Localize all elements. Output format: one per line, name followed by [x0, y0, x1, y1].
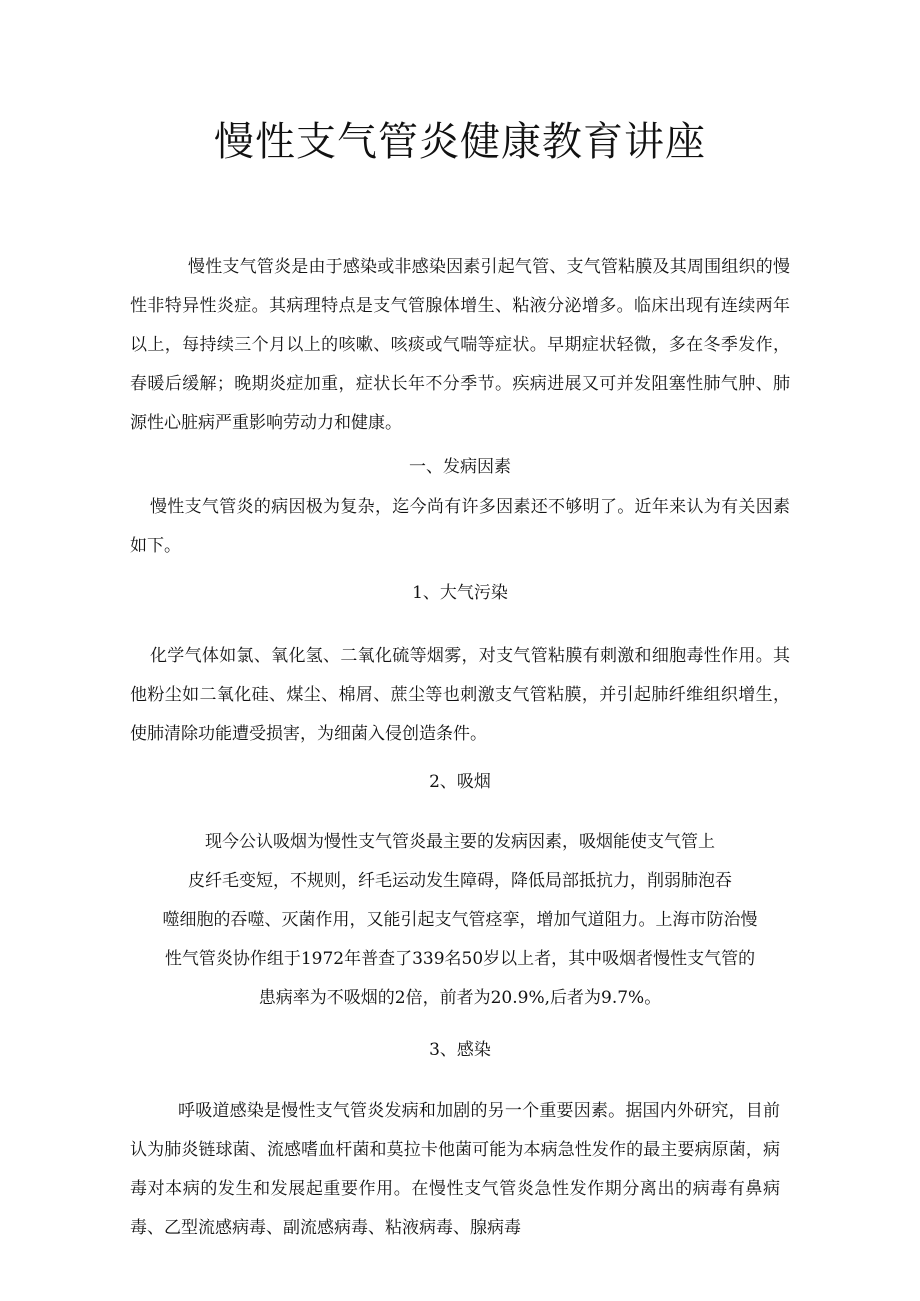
- document-title: 慢性支气管炎健康教育讲座: [214, 119, 706, 165]
- intro-paragraph: 慢性支气管炎是由于感染或非感染因素引起气管、支气管粘膜及其周围组织的慢性非特异性炎症。其病理特点是支气管腺体增生、粘液分泌增多。临床出现有连续两年以上，每持续三个月以上的咳嗽、咳痰或气喘等症状。早期症状轻微，多在冬季发作，春暖后缓解；晚期炎症加重，症状长年不分季节。疾病进展又可并发阻塞性肺气肿、肺源性心脏病严重影响劳动力和健康。: [130, 257, 790, 433]
- subheading-infection: 3、感染: [429, 1040, 491, 1060]
- smoking-line: 皮纤毛变短，不规则，纤毛运动发生障碍，降低局部抵抗力，削弱肺泡吞: [188, 871, 732, 891]
- infection-paragraph: 呼吸道感染是慢性支气管炎发病和加剧的另一个重要因素。据国内外研究，目前认为肺炎链球菌、流感嗜血杆菌和莫拉卡他菌可能为本病急性发作的最主要病原菌，病毒对本病的发生和发展起重要作用。在慢性支气管炎急性发作期分离出的病毒有鼻病毒、乙型流感病毒、副流感病毒、粘液病毒、腺病毒: [130, 1101, 780, 1238]
- smoking-line: 噬细胞的吞噬、灭菌作用，又能引起支气管痉挛，增加气道阻力。上海市防治慢: [162, 910, 758, 930]
- causes-paragraph: 慢性支气管炎的病因极为复杂，迄今尚有许多因素还不够明了。近年来认为有关因素如下。: [130, 497, 790, 556]
- smoking-line: 性气管炎协作组于1972年普查了339名50岁以上者，其中吸烟者慢性支气管的: [164, 949, 756, 969]
- subheading-air-pollution: 1、大气污染: [412, 583, 508, 603]
- subheading-smoking: 2、吸烟: [429, 772, 491, 792]
- smoking-line: 患病率为不吸烟的2倍，前者为20.9%,后者为9.7%。: [258, 988, 662, 1008]
- section-heading-causes: 一、发病因素: [409, 457, 511, 477]
- smoking-paragraph: [150, 823, 770, 1018]
- smoking-line: 现今公认吸烟为慢性支气管炎最主要的发病因素，吸烟能使支气管上: [205, 832, 715, 852]
- air-pollution-paragraph: 化学气体如氯、氧化氢、二氧化硫等烟雾，对支气管粘膜有刺激和细胞毒性作用。其他粉尘如二氧化硅、煤尘、棉屑、蔗尘等也刺激支气管粘膜，并引起肺纤维组织增生，使肺清除功能遭受损害，为细菌入侵创造条件。: [130, 646, 790, 744]
